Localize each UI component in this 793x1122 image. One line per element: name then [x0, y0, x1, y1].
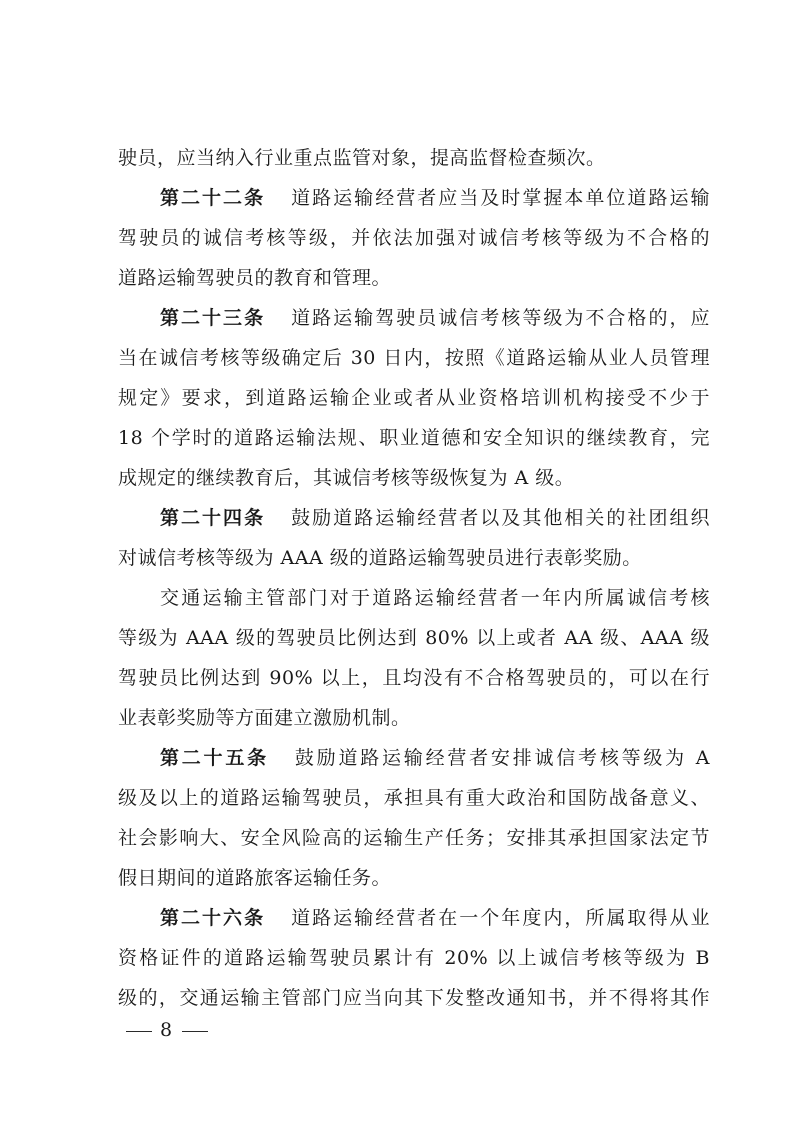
dash-right	[182, 1031, 208, 1032]
article-24-first-line	[160, 503, 710, 533]
paragraph-line: 驾驶员比例达到 90% 以上，且均没有不合格驾驶员的，可以在行	[118, 667, 710, 689]
paragraph-line: 假日期间的道路旅客运输任务。	[118, 867, 392, 889]
paragraph-text: 道路运输经营者在一个年度内，所属取得从业	[291, 907, 710, 929]
paragraph-text: 道路运输经营者应当及时掌握本单位道路运输	[291, 187, 710, 209]
article-26-first-line	[160, 903, 710, 933]
article-23-heading: 第二十三条	[160, 307, 266, 329]
article-26-heading: 第二十六条	[160, 907, 266, 929]
dash-left	[126, 1031, 152, 1032]
page-number: 8	[160, 1019, 175, 1041]
article-25-heading: 第二十五条	[160, 747, 269, 769]
page-footer	[118, 1015, 216, 1045]
paragraph-line: 驶员，应当纳入行业重点监管对象，提高监督检查频次。	[118, 147, 606, 169]
paragraph-text: 鼓励道路运输经营者以及其他相关的社团组织	[291, 507, 710, 529]
paragraph-first-line: 交通运输主管部门对于道路运输经营者一年内所属诚信考核	[160, 587, 710, 609]
paragraph-line: 社会影响大、安全风险高的运输生产任务；安排其承担国家法定节	[118, 827, 710, 849]
paragraph-text: 道路运输驾驶员诚信考核等级为不合格的，应	[291, 307, 710, 329]
paragraph-line: 对诚信考核等级为 AAA 级的道路运输驾驶员进行表彰奖励。	[118, 547, 642, 569]
paragraph-line: 级的，交通运输主管部门应当向其下发整改通知书，并不得将其作	[118, 987, 710, 1009]
paragraph-line: 等级为 AAA 级的驾驶员比例达到 80% 以上或者 AA 级、AAA 级	[118, 627, 710, 649]
article-23-first-line	[160, 303, 710, 333]
article-22-first-line	[160, 183, 710, 213]
paragraph-line: 18 个学时的道路运输法规、职业道德和安全知识的继续教育，完	[118, 427, 710, 449]
paragraph-line: 道路运输驾驶员的教育和管理。	[118, 267, 392, 289]
article-22-heading: 第二十二条	[160, 187, 266, 209]
paragraph-text: 鼓励道路运输经营者安排诚信考核等级为 A	[294, 747, 710, 769]
article-24-heading: 第二十四条	[160, 507, 266, 529]
paragraph-line: 规定》要求，到道路运输企业或者从业资格培训机构接受不少于	[118, 387, 710, 409]
article-25-first-line	[160, 743, 710, 773]
paragraph-line: 业表彰奖励等方面建立激励机制。	[118, 707, 411, 729]
paragraph-line: 级及以上的道路运输驾驶员，承担具有重大政治和国防战备意义、	[118, 787, 710, 809]
paragraph-line: 驾驶员的诚信考核等级，并依法加强对诚信考核等级为不合格的	[118, 227, 710, 249]
paragraph-line: 当在诚信考核等级确定后 30 日内，按照《道路运输从业人员管理	[118, 347, 710, 369]
paragraph-line: 资格证件的道路运输驾驶员累计有 20% 以上诚信考核等级为 B	[118, 947, 710, 969]
paragraph-line: 成规定的继续教育后，其诚信考核等级恢复为 A 级。	[118, 467, 575, 489]
